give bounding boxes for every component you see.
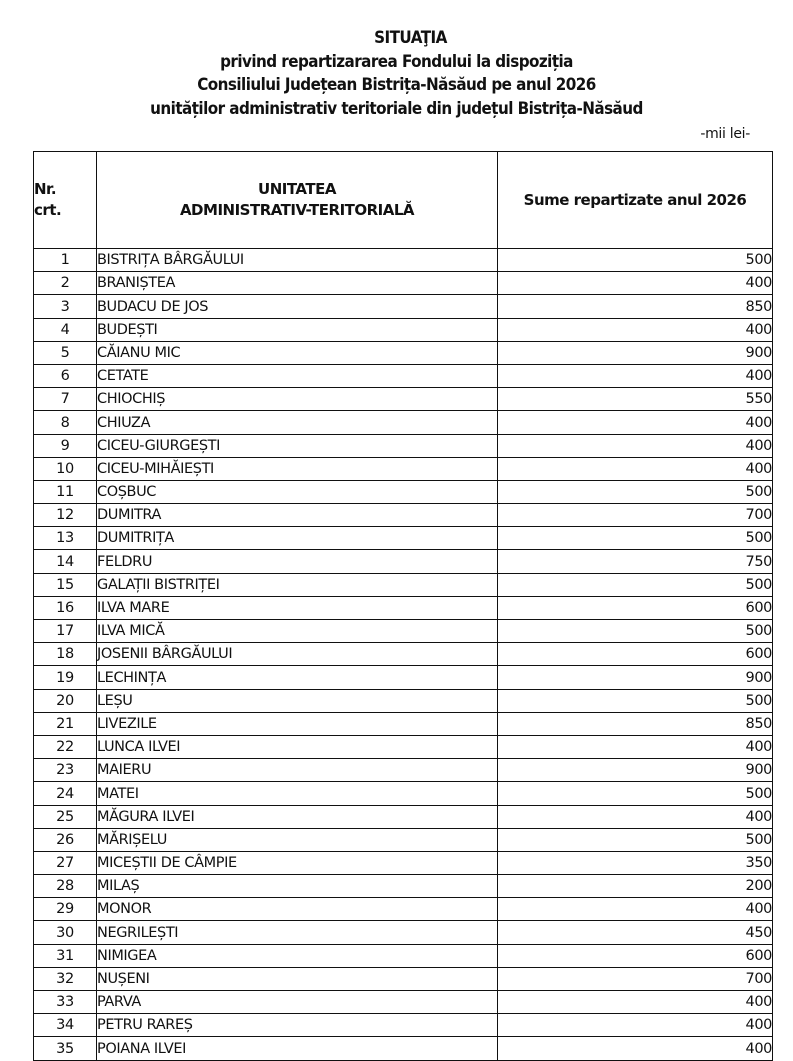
row-sum: 850 bbox=[498, 295, 773, 318]
header-unit bbox=[97, 152, 498, 249]
row-sum: 900 bbox=[498, 666, 773, 689]
row-unit-name: MONOR bbox=[97, 898, 498, 921]
table-header-row bbox=[34, 152, 773, 249]
table-row bbox=[34, 272, 773, 295]
table-row bbox=[34, 828, 773, 851]
row-sum: 400 bbox=[498, 364, 773, 387]
row-number: 5 bbox=[34, 341, 97, 364]
header-unit-line2: ADMINISTRATIV-TERITORIALĂ bbox=[179, 201, 415, 219]
table-row bbox=[34, 944, 773, 967]
table-row bbox=[34, 643, 773, 666]
unit-note: -mii lei- bbox=[700, 126, 750, 142]
title-line-2: privind repartizararea Fondului la dispoziția bbox=[220, 51, 573, 71]
row-unit-name: BRANIȘTEA bbox=[97, 272, 498, 295]
row-number: 3 bbox=[34, 295, 97, 318]
row-unit-name: ILVA MARE bbox=[97, 596, 498, 619]
row-number: 35 bbox=[34, 1037, 97, 1060]
row-sum: 900 bbox=[498, 341, 773, 364]
row-unit-name: MĂGURA ILVEI bbox=[97, 805, 498, 828]
row-number: 22 bbox=[34, 735, 97, 758]
header-nr-line1: Nr. bbox=[34, 180, 57, 198]
table-row bbox=[34, 388, 773, 411]
table-row bbox=[34, 364, 773, 387]
row-number: 24 bbox=[34, 782, 97, 805]
row-number: 33 bbox=[34, 991, 97, 1014]
row-number: 27 bbox=[34, 851, 97, 874]
row-number: 7 bbox=[34, 388, 97, 411]
table-row bbox=[34, 967, 773, 990]
row-sum: 500 bbox=[498, 480, 773, 503]
row-unit-name: LUNCA ILVEI bbox=[97, 735, 498, 758]
row-unit-name: DUMITRIȚA bbox=[97, 527, 498, 550]
row-sum: 750 bbox=[498, 550, 773, 573]
row-sum: 500 bbox=[498, 689, 773, 712]
table-row bbox=[34, 851, 773, 874]
row-sum: 500 bbox=[498, 573, 773, 596]
table-body bbox=[34, 249, 773, 1061]
title-line-4: unităților administrativ teritoriale din județul Bistrița-Năsăud bbox=[150, 98, 643, 118]
title-line-1: SITUAŢIA bbox=[374, 28, 447, 47]
row-sum: 550 bbox=[498, 388, 773, 411]
table-row bbox=[34, 620, 773, 643]
row-sum: 500 bbox=[498, 527, 773, 550]
row-number: 9 bbox=[34, 434, 97, 457]
row-sum: 400 bbox=[498, 457, 773, 480]
table-row bbox=[34, 689, 773, 712]
row-number: 30 bbox=[34, 921, 97, 944]
table-row bbox=[34, 1037, 773, 1060]
table-row bbox=[34, 782, 773, 805]
row-sum: 500 bbox=[498, 620, 773, 643]
row-unit-name: FELDRU bbox=[97, 550, 498, 573]
row-unit-name: CHIOCHIȘ bbox=[97, 388, 498, 411]
row-number: 23 bbox=[34, 759, 97, 782]
row-sum: 450 bbox=[498, 921, 773, 944]
row-sum: 400 bbox=[498, 898, 773, 921]
row-sum: 400 bbox=[498, 805, 773, 828]
table-row bbox=[34, 805, 773, 828]
header-unit-line1: UNITATEA bbox=[258, 180, 336, 198]
row-sum: 500 bbox=[498, 828, 773, 851]
row-unit-name: PARVA bbox=[97, 991, 498, 1014]
row-number: 15 bbox=[34, 573, 97, 596]
row-number: 16 bbox=[34, 596, 97, 619]
table-row bbox=[34, 759, 773, 782]
table-row bbox=[34, 991, 773, 1014]
row-unit-name: CHIUZA bbox=[97, 411, 498, 434]
row-sum: 500 bbox=[498, 782, 773, 805]
row-unit-name: COȘBUC bbox=[97, 480, 498, 503]
row-number: 32 bbox=[34, 967, 97, 990]
row-unit-name: NEGRILEȘTI bbox=[97, 921, 498, 944]
row-unit-name: BUDEȘTI bbox=[97, 318, 498, 341]
row-number: 20 bbox=[34, 689, 97, 712]
row-sum: 500 bbox=[498, 249, 773, 272]
table-row bbox=[34, 434, 773, 457]
row-unit-name: MAIERU bbox=[97, 759, 498, 782]
row-number: 25 bbox=[34, 805, 97, 828]
row-unit-name: CETATE bbox=[97, 364, 498, 387]
row-number: 19 bbox=[34, 666, 97, 689]
table-row bbox=[34, 550, 773, 573]
row-unit-name: BISTRIȚA BÂRGĂULUI bbox=[97, 249, 498, 272]
row-unit-name: BUDACU DE JOS bbox=[97, 295, 498, 318]
table-row bbox=[34, 295, 773, 318]
table-row bbox=[34, 411, 773, 434]
row-sum: 700 bbox=[498, 504, 773, 527]
row-sum: 850 bbox=[498, 712, 773, 735]
table-row bbox=[34, 898, 773, 921]
title-line-3: Consiliului Județean Bistrița-Năsăud pe anul 2026 bbox=[197, 75, 596, 94]
row-unit-name: MATEI bbox=[97, 782, 498, 805]
row-sum: 600 bbox=[498, 596, 773, 619]
row-sum: 400 bbox=[498, 1037, 773, 1060]
row-unit-name: MĂRIȘELU bbox=[97, 828, 498, 851]
row-number: 13 bbox=[34, 527, 97, 550]
row-number: 34 bbox=[34, 1014, 97, 1037]
table-row bbox=[34, 480, 773, 503]
row-sum: 400 bbox=[498, 272, 773, 295]
row-sum: 200 bbox=[498, 875, 773, 898]
document-title bbox=[0, 26, 793, 120]
row-unit-name: PETRU RAREȘ bbox=[97, 1014, 498, 1037]
row-number: 14 bbox=[34, 550, 97, 573]
row-number: 29 bbox=[34, 898, 97, 921]
table-row bbox=[34, 341, 773, 364]
row-number: 1 bbox=[34, 249, 97, 272]
table-row bbox=[34, 735, 773, 758]
table-row bbox=[34, 249, 773, 272]
row-unit-name: MILAȘ bbox=[97, 875, 498, 898]
row-unit-name: CĂIANU MIC bbox=[97, 341, 498, 364]
row-sum: 900 bbox=[498, 759, 773, 782]
allocation-table bbox=[33, 151, 773, 1061]
row-number: 18 bbox=[34, 643, 97, 666]
row-number: 8 bbox=[34, 411, 97, 434]
row-sum: 400 bbox=[498, 411, 773, 434]
table-row bbox=[34, 457, 773, 480]
row-number: 6 bbox=[34, 364, 97, 387]
table-row bbox=[34, 712, 773, 735]
row-sum: 600 bbox=[498, 643, 773, 666]
table-row bbox=[34, 921, 773, 944]
table-row bbox=[34, 318, 773, 341]
row-unit-name: JOSENII BÂRGĂULUI bbox=[97, 643, 498, 666]
row-unit-name: NUȘENI bbox=[97, 967, 498, 990]
row-unit-name: CICEU-MIHĂIEȘTI bbox=[97, 457, 498, 480]
table-row bbox=[34, 596, 773, 619]
row-number: 12 bbox=[34, 504, 97, 527]
row-number: 28 bbox=[34, 875, 97, 898]
row-sum: 400 bbox=[498, 1014, 773, 1037]
row-sum: 600 bbox=[498, 944, 773, 967]
header-sum: Sume repartizate anul 2026 bbox=[498, 152, 773, 249]
table-row bbox=[34, 504, 773, 527]
row-unit-name: LEȘU bbox=[97, 689, 498, 712]
table-row bbox=[34, 666, 773, 689]
row-number: 11 bbox=[34, 480, 97, 503]
row-sum: 700 bbox=[498, 967, 773, 990]
row-number: 31 bbox=[34, 944, 97, 967]
table-row bbox=[34, 875, 773, 898]
row-unit-name: GALAȚII BISTRIȚEI bbox=[97, 573, 498, 596]
row-sum: 400 bbox=[498, 434, 773, 457]
table-row bbox=[34, 1014, 773, 1037]
header-nr-line2: crt. bbox=[34, 201, 62, 219]
header-nr-crt bbox=[34, 152, 97, 249]
row-unit-name: MICEȘTII DE CÂMPIE bbox=[97, 851, 498, 874]
row-number: 2 bbox=[34, 272, 97, 295]
row-unit-name: LIVEZILE bbox=[97, 712, 498, 735]
row-unit-name: NIMIGEA bbox=[97, 944, 498, 967]
row-unit-name: LECHINȚA bbox=[97, 666, 498, 689]
table-row bbox=[34, 573, 773, 596]
row-sum: 400 bbox=[498, 991, 773, 1014]
row-number: 17 bbox=[34, 620, 97, 643]
row-unit-name: ILVA MICĂ bbox=[97, 620, 498, 643]
row-number: 26 bbox=[34, 828, 97, 851]
row-number: 4 bbox=[34, 318, 97, 341]
table-row bbox=[34, 527, 773, 550]
row-number: 10 bbox=[34, 457, 97, 480]
row-sum: 400 bbox=[498, 735, 773, 758]
row-sum: 350 bbox=[498, 851, 773, 874]
row-sum: 400 bbox=[498, 318, 773, 341]
row-number: 21 bbox=[34, 712, 97, 735]
row-unit-name: DUMITRA bbox=[97, 504, 498, 527]
row-unit-name: CICEU-GIURGEȘTI bbox=[97, 434, 498, 457]
row-unit-name: POIANA ILVEI bbox=[97, 1037, 498, 1060]
